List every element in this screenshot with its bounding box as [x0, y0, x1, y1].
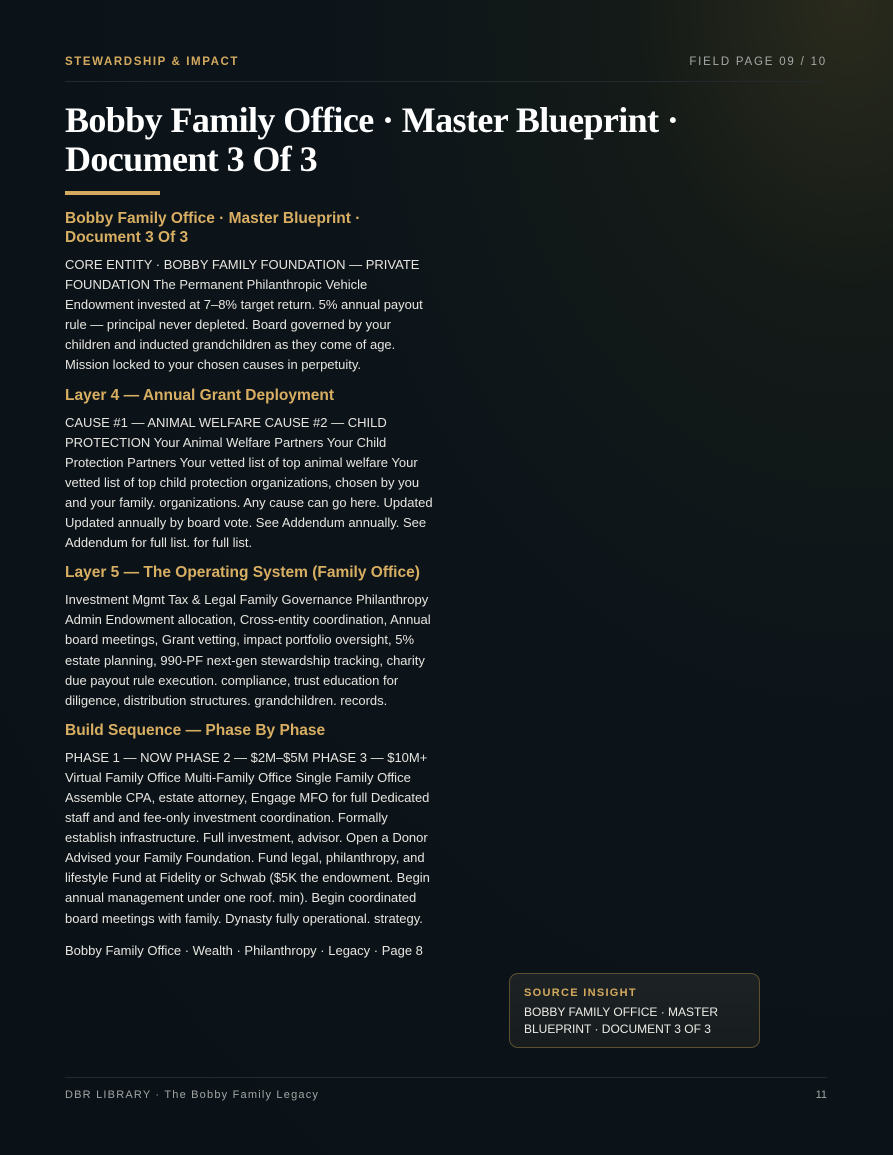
- source-insight-card: [509, 973, 760, 1048]
- section-heading-layer-4: Layer 4 — Annual Grant Deployment: [65, 386, 335, 404]
- field-page-indicator: FIELD PAGE 09 / 10: [689, 56, 827, 68]
- page-number: 11: [815, 1089, 827, 1101]
- section-body-layer-5: Investment Mgmt Tax & Legal Family Governance Philanthropy Admin Endowment allocation, Cross-entity coordination, Annual board meetings, Grant vetting, impact portfolio oversight, 5% estate planning, 990-PF next-gen stewardship tracking, charity due payout rule execution. compliance, trust education for diligence, distribution structures. grandchildren. records.: [65, 592, 431, 708]
- section-kicker: STEWARDSHIP & IMPACT: [65, 56, 240, 68]
- section-heading-intro: Bobby Family Office · Master Blueprint · Document 3 Of 3: [65, 210, 361, 246]
- page-header: [65, 55, 827, 82]
- source-insight-label: SOURCE INSIGHT: [524, 987, 637, 999]
- document-page-footer: Bobby Family Office · Wealth · Philanthropy · Legacy · Page 8: [65, 942, 423, 958]
- title-accent-rule: [65, 191, 160, 195]
- library-credit: DBR LIBRARY · The Bobby Family Legacy: [65, 1089, 320, 1101]
- main-content: [65, 209, 435, 971]
- section-body-build-sequence: PHASE 1 — NOW PHASE 2 — $2M–$5M PHASE 3 — $10M+ Virtual Family Office Multi-Family Office Single Family Office Assemble CPA, estate attorney, Engage MFO for full Dedicated staff and and fee-only investment coordination. Formally establish infrastructure. Full investment, advisor. Open a Donor Advised your Family Foundation. Fund legal, philanthropy, and lifestyle Fund at Fidelity or Schwab ($5K the endowment. Begin annual management under one roof. min). Begin coordinated board meetings with family. Dynasty fully operational. strategy.: [65, 749, 430, 926]
- page-footer: [65, 1077, 827, 1108]
- section-body-intro: CORE ENTITY · BOBBY FAMILY FOUNDATION — PRIVATE FOUNDATION The Permanent Philanthropic Vehicle Endowment invested at 7–8% target return. 5% annual payout rule — principal never depleted. Board governed by your children and inducted grandchildren as they come of age. Mission locked to your chosen causes in perpetuity.: [65, 257, 423, 373]
- section-heading-build-sequence: Build Sequence — Phase By Phase: [65, 721, 326, 739]
- section-body-layer-4: CAUSE #1 — ANIMAL WELFARE CAUSE #2 — CHILD PROTECTION Your Animal Welfare Partners Your Child Protection Partners Your vetted list of top animal welfare Your vetted list of top child protection organizations, chosen by you and your family. organizations. Any cause can go here. Updated Updated annually by board vote. See Addendum annually. See Addendum for full list. for full list.: [65, 414, 433, 551]
- section-heading-layer-5: Layer 5 — The Operating System (Family Office): [65, 564, 420, 582]
- page-title: Bobby Family Office · Master Blueprint · Document 3 Of 3: [65, 100, 679, 179]
- source-insight-text: BOBBY FAMILY OFFICE · MASTER BLUEPRINT · DOCUMENT 3 OF 3: [524, 1005, 719, 1036]
